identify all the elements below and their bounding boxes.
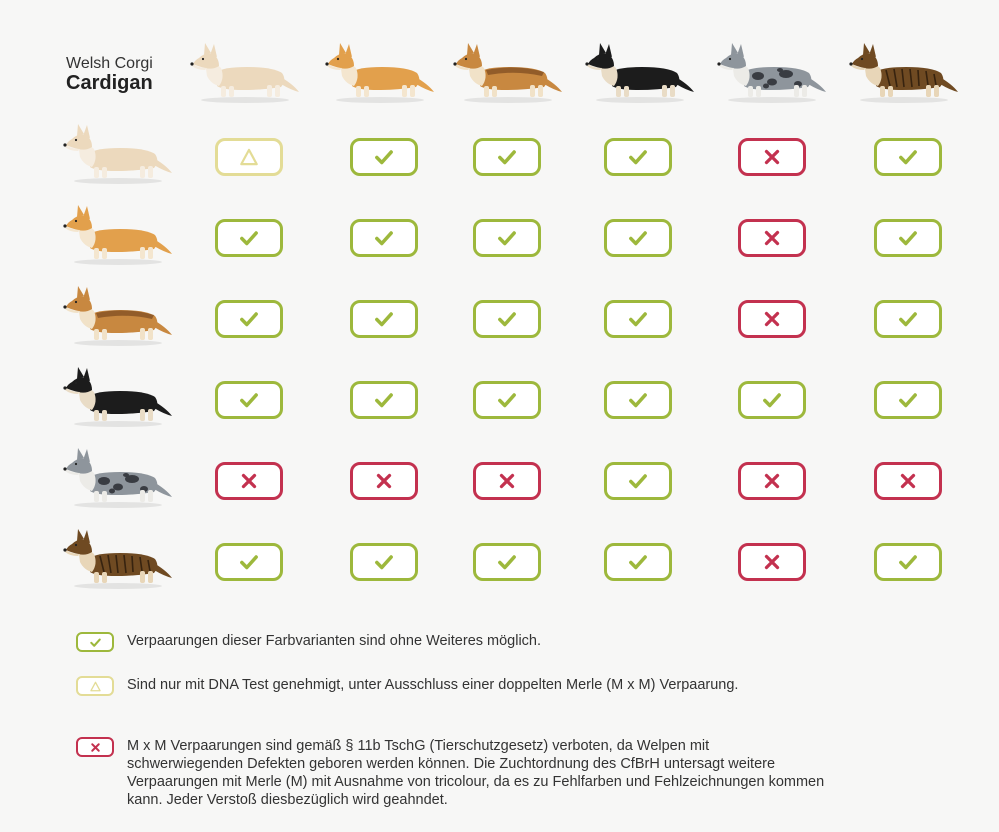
column-header-red-corgi-icon	[318, 40, 436, 104]
check-icon	[897, 146, 919, 168]
check-icon	[373, 389, 395, 411]
cell-forbidden	[738, 219, 806, 257]
cell-allowed	[350, 219, 418, 257]
cell-forbidden	[738, 462, 806, 500]
cell-dna-test-required	[215, 138, 283, 176]
breed-title-line2: Cardigan	[66, 71, 153, 94]
cross-icon	[238, 470, 260, 492]
cross-icon	[496, 470, 518, 492]
cross-icon	[373, 470, 395, 492]
warning-triangle-icon	[238, 146, 260, 168]
cell-allowed	[738, 381, 806, 419]
check-icon	[238, 551, 260, 573]
check-icon	[238, 308, 260, 330]
legend-swatch-yes	[76, 632, 114, 652]
check-icon	[238, 227, 260, 249]
cross-icon	[897, 470, 919, 492]
check-icon	[627, 146, 649, 168]
cell-allowed	[604, 381, 672, 419]
legend-swatch-dna	[76, 676, 114, 696]
cell-allowed	[350, 543, 418, 581]
cell-allowed	[350, 138, 418, 176]
check-icon	[627, 389, 649, 411]
check-icon	[627, 308, 649, 330]
column-header-brindle-corgi-icon	[842, 40, 960, 104]
cell-allowed	[215, 381, 283, 419]
cell-allowed	[215, 300, 283, 338]
row-header-brindle-corgi-icon	[56, 526, 174, 590]
cell-forbidden	[874, 462, 942, 500]
check-icon	[627, 470, 649, 492]
check-icon	[373, 308, 395, 330]
check-icon	[897, 389, 919, 411]
cell-forbidden	[738, 138, 806, 176]
breed-title-line1: Welsh Corgi	[66, 55, 153, 72]
cell-allowed	[215, 543, 283, 581]
row-header-cream-corgi-icon	[56, 121, 174, 185]
cell-forbidden	[473, 462, 541, 500]
cross-icon	[761, 551, 783, 573]
cell-allowed	[473, 219, 541, 257]
row-header-red-corgi-icon	[56, 202, 174, 266]
legend-text: Verpaarungen dieser Farbvarianten sind ohne Weiteres möglich.	[127, 633, 542, 649]
cell-allowed	[473, 381, 541, 419]
cell-allowed	[874, 543, 942, 581]
cell-allowed	[604, 219, 672, 257]
cell-allowed	[215, 219, 283, 257]
column-header-cream-corgi-icon	[183, 40, 301, 104]
check-icon	[373, 146, 395, 168]
check-icon	[897, 227, 919, 249]
cell-allowed	[604, 543, 672, 581]
cell-allowed	[473, 300, 541, 338]
check-icon	[627, 551, 649, 573]
legend-text: M x M Verpaarungen sind gemäß § 11b TschG (Tierschutzgesetz) verboten, da Welpen mit schwerwiegenden Defekten geboren werden können. Die Zuchtordnung des CfBrH untersagt weitere Verpaarungen mit Merle (M) mit Ausnahme von tricolour, da es zu Fehlfarben und Fehlzeichnungen kommen kann. Jeder Verstoß diesbezüglich wird geahndet.	[127, 738, 825, 808]
legend-swatch-no	[76, 737, 114, 757]
cross-icon	[761, 470, 783, 492]
cell-allowed	[874, 219, 942, 257]
cell-allowed	[874, 381, 942, 419]
cell-allowed	[473, 138, 541, 176]
cell-allowed	[604, 138, 672, 176]
cross-icon	[89, 741, 102, 754]
check-icon	[761, 389, 783, 411]
row-header-sable-corgi-icon	[56, 283, 174, 347]
cell-allowed	[874, 138, 942, 176]
check-icon	[496, 227, 518, 249]
check-icon	[496, 389, 518, 411]
cell-forbidden	[350, 462, 418, 500]
cell-forbidden	[738, 300, 806, 338]
check-icon	[627, 227, 649, 249]
check-icon	[897, 551, 919, 573]
row-header-tricolour-corgi-icon	[56, 364, 174, 428]
cell-allowed	[473, 543, 541, 581]
cell-allowed	[350, 381, 418, 419]
column-header-tricolour-corgi-icon	[578, 40, 696, 104]
legend-text: Sind nur mit DNA Test genehmigt, unter Ausschluss einer doppelten Merle (M x M) Verpaarung.	[127, 677, 739, 693]
cell-forbidden	[215, 462, 283, 500]
check-icon	[496, 308, 518, 330]
cross-icon	[761, 308, 783, 330]
breed-title	[66, 56, 153, 94]
check-icon	[496, 146, 518, 168]
check-icon	[373, 551, 395, 573]
column-header-blue-merle-corgi-icon	[710, 40, 828, 104]
check-icon	[89, 636, 102, 649]
warning-triangle-icon	[89, 680, 102, 693]
cell-forbidden	[738, 543, 806, 581]
cell-allowed	[874, 300, 942, 338]
column-header-sable-corgi-icon	[446, 40, 564, 104]
check-icon	[897, 308, 919, 330]
cell-allowed	[350, 300, 418, 338]
check-icon	[238, 389, 260, 411]
check-icon	[373, 227, 395, 249]
cross-icon	[761, 146, 783, 168]
cell-allowed	[604, 300, 672, 338]
cross-icon	[761, 227, 783, 249]
row-header-blue-merle-corgi-icon	[56, 445, 174, 509]
cell-allowed	[604, 462, 672, 500]
check-icon	[496, 551, 518, 573]
